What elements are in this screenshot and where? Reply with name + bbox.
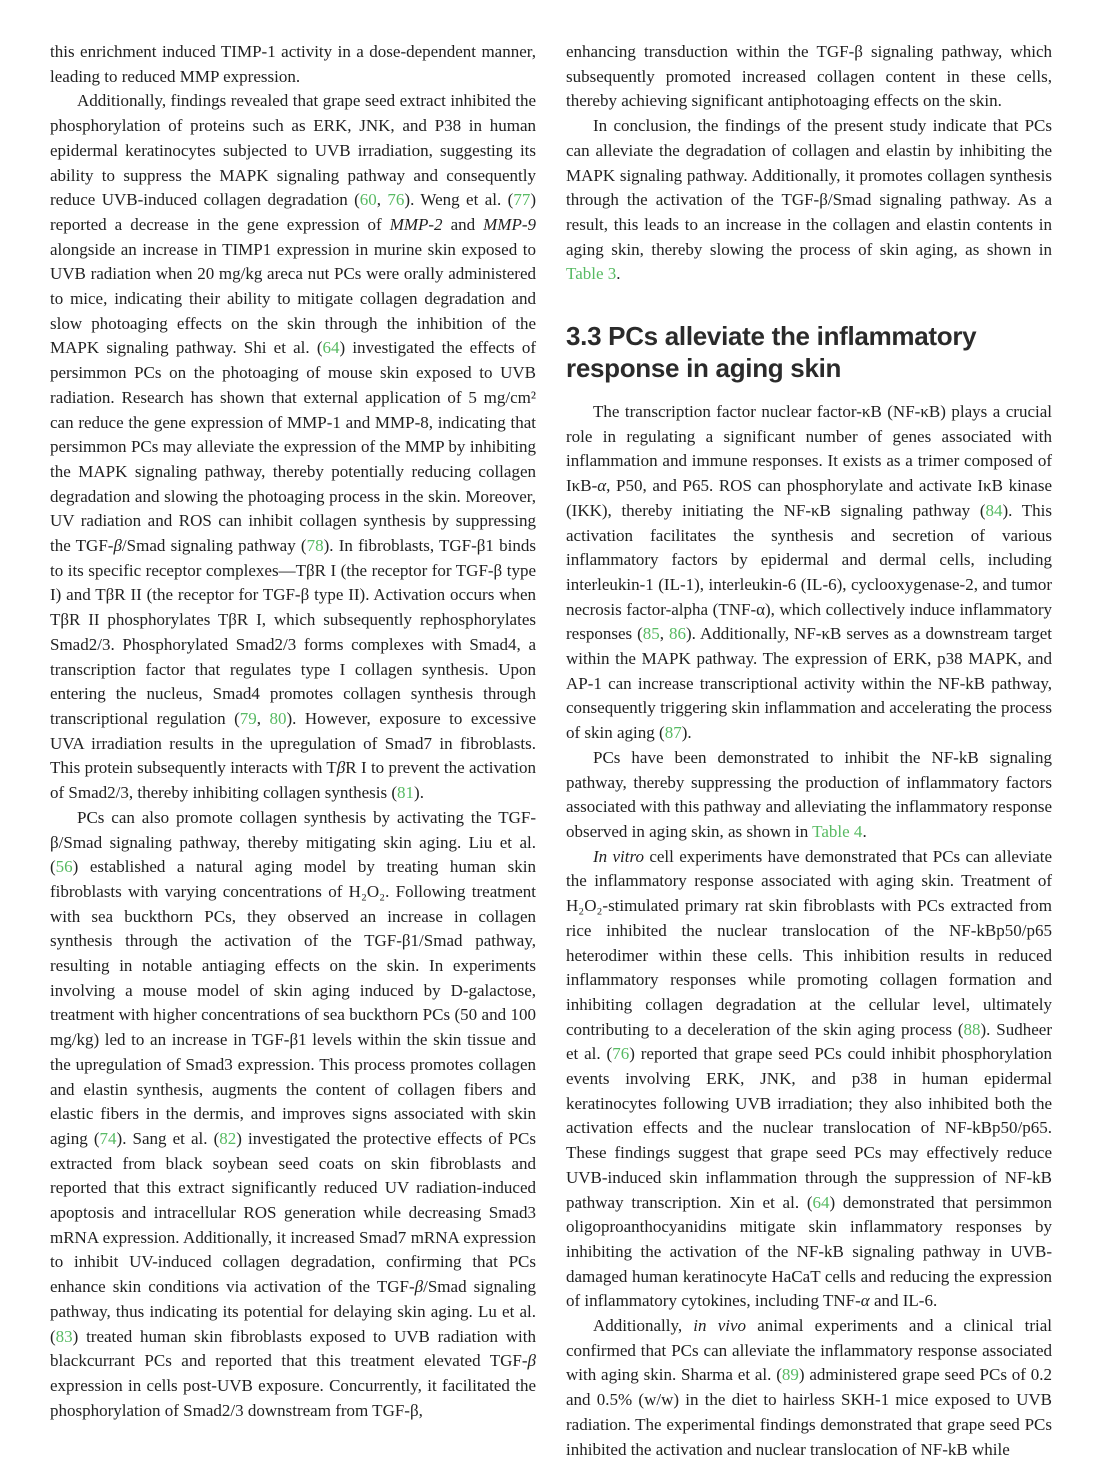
paragraph [50,89,536,805]
italic-text: in vivo [693,1316,747,1336]
text-segment: R I to prevent the activation of Smad2/3, thereby inhibiting collagen synthesis ( [50,758,536,803]
text-segment: and [442,214,484,234]
text-segment: /Smad signaling pathway ( [121,536,307,556]
citation-link[interactable]: 74 [99,1128,117,1148]
citation-link[interactable]: 79 [239,708,257,728]
left-column [50,40,536,1462]
citation-link[interactable]: 86 [669,624,687,644]
citation-link[interactable]: 60 [359,190,377,210]
paragraph [566,746,1052,845]
text-segment: . [862,821,867,841]
citation-link[interactable]: 87 [664,723,682,743]
citation-link[interactable]: 64 [812,1192,830,1212]
text-segment: ) treated human skin fibroblasts exposed to UVB radiation with blackcurrant PCs and reported that this treatment elevated TGF- [50,1326,536,1371]
text-segment: ). [681,723,692,743]
text-segment: PCs have been demonstrated to inhibit the NF-kB signaling pathway, thereby suppressing the production of inflammatory factors associated with this pathway and alleviating the inflammatory response observed in aging skin, as shown in [566,747,1052,841]
right-column [566,40,1052,1462]
citation-link[interactable]: 78 [306,536,324,556]
italic-text: β [527,1351,536,1371]
citation-link[interactable]: 56 [55,857,73,877]
text-segment: alongside an increase in TIMP1 expression in murine skin exposed to UVB radiation when 20 mg/kg areca nut PCs were orally administered to mice, indicating their ability to mitigate collagen degradation and slow photoaging effects on the skin through the inhibition of the MAPK signaling pathway. Shi et al. ( [50,239,536,358]
text-segment: cell experiments have demonstrated that PCs can alleviate the inflammatory response associated with aging skin. Treatment of H₂O₂-stimulated primary rat skin fibroblasts with PCs extracted from rice inhibited the nuclear translocation of the NF-kBp50/p65 heterodimer within these cells. This inhibition results in reduced inflammatory responses while promoting collagen formation and inhibiting collagen degradation at the cellular level, ultimately contributing to a deceleration of the skin aging process ( [566,846,1053,1039]
text-segment: . [616,264,621,284]
text-segment: The transcription factor nuclear factor-κB (NF-κB) plays a crucial role in regulating a significant number of genes associated with inflammation and immune responses. It exists as a trimer composed of IκB- [566,402,1052,496]
italic-text: β [336,758,346,778]
text-segment: ) investigated the effects of persimmon PCs on the photoaging of mouse skin exposed to UVB radiation. Research has shown that external application of 5 mg/cm² can reduce the gene expression of MMP-1 and MMP-8, indicating that persimmon PCs may alleviate the expression of the MMP by inhibiting the MAPK signaling pathway, thereby potentially reducing collagen degradation and slowing the photoaging process in the skin. Moreover, UV radiation and ROS can inhibit collagen synthesis by suppressing the TGF- [50,338,536,556]
italic-text: β [414,1277,424,1297]
citation-link[interactable]: 82 [219,1128,237,1148]
citation-link[interactable]: 89 [781,1365,799,1385]
paragraph [566,400,1052,746]
text-segment: and IL-6. [869,1291,938,1311]
citation-link[interactable]: 81 [397,783,415,803]
citation-link[interactable]: 64 [322,338,340,358]
italic-text: MMP-2 [389,214,443,234]
paragraph [50,40,536,89]
citation-link[interactable]: 76 [612,1044,630,1064]
italic-text: β [113,536,122,556]
citation-link[interactable]: 83 [55,1326,73,1346]
citation-link[interactable]: 80 [269,708,287,728]
paragraph [566,40,1052,114]
citation-link[interactable]: 88 [963,1019,981,1039]
text-segment: , [256,708,270,728]
italic-text: In vitro [593,846,644,866]
citation-link[interactable]: 84 [985,500,1003,520]
citation-link[interactable]: 76 [387,190,405,210]
text-segment: ) demonstrated that persimmon oligoproanthocyanidins mitigate skin inflammatory responses by inhibiting the activation of the NF-kB signaling pathway in UVB-damaged human keratinocyte HaCaT cells and reducing the expression of inflammatory cytokines, including TNF- [566,1192,1052,1311]
text-segment: ). [414,783,424,803]
text-segment: ) administered grape seed PCs of 0.2 and 0.5% (w/w) in the diet to hairless SKH-1 mice exposed to UVB radiation. The experimental findings demonstrated that grape seed PCs inhibited the activation and nuclear translocation of NF-kB while [566,1365,1052,1459]
text-segment: ). This activation facilitates the synthesis and secretion of various inflammatory factors by epidermal and dermal cells, including interleukin-1 (IL-1), interleukin-6 (IL-6), cyclooxygenase-2, and tumor necrosis factor-alpha (TNF-α), which collectively induce inflammatory responses ( [566,500,1052,644]
text-segment: animal experiments and a clinical trial confirmed that PCs can alleviate the inflammatory response associated with aging skin. Sharma et al. ( [566,1316,1052,1385]
text-segment: expression in cells post-UVB exposure. Concurrently, it facilitated the phosphorylation of Smad2/3 downstream from TGF-β, [50,1375,536,1420]
citation-link[interactable]: Table 3 [566,264,617,284]
two-column-layout [50,40,1052,1462]
text-segment: , [659,624,670,644]
text-segment: ). Sang et al. ( [116,1128,220,1148]
text-segment: this enrichment induced TIMP-1 activity in a dose-dependent manner, leading to reduced MMP expression. [50,42,536,86]
text-segment: ). In fibroblasts, TGF-β1 binds to its specific receptor complexes—TβR I (the receptor for TGF-β type I) and TβR II (the receptor for TGF-β type II). Activation occurs when TβR II phosphorylates TβR I, which subsequently rephosphorylates Smad2/3. Phosphorylated Smad2/3 forms complexes with Smad4, a transcription factor that regulates type I collagen synthesis. Upon entering the nucleus, Smad4 promotes collagen synthesis through transcriptional regulation ( [50,536,536,728]
section-heading: 3.3 PCs alleviate the inflammatory response in aging skin [566,321,977,384]
text-segment: Additionally, [593,1316,694,1336]
text-segment: ) investigated the protective effects of PCs extracted from black soybean seed coats on skin fibroblasts and reported that this extract significantly reduced UV radiation-induced apoptosis and intracellular ROS generation while decreasing Smad3 mRNA expression. Additionally, it increased Smad7 mRNA expression to inhibit UV-induced collagen degradation, confirming that PCs enhance skin conditions via activation of the TGF- [50,1128,536,1297]
italic-text: α [597,476,607,496]
text-segment: ) reported that grape seed PCs could inhibit phosphorylation events involving ERK, JNK, and p38 in human epidermal keratinocytes following UVB irradiation; they also inhibited both the activation effects and the nuclear translocation of NF-kBp50/p65. These findings suggest that grape seed PCs may effectively reduce UVB-induced skin inflammation through the suppression of NF-kB pathway transcription. Xin et al. ( [566,1044,1053,1212]
text-segment: In conclusion, the findings of the present study indicate that PCs can alleviate the degradation of collagen and elastin by inhibiting the MAPK signaling pathway. Additionally, it promotes collagen synthesis through the activation of the TGF-β/Smad signaling pathway. As a result, this leads to an increase in the collagen and elastin contents in aging skin, thereby slowing the process of skin aging, as shown in [566,116,1052,259]
paragraph [566,845,1052,1314]
text-segment: /Smad signaling pathway, thus indicating its potential for delaying skin aging. Lu et al. ( [50,1277,536,1346]
italic-text: MMP-9 [483,214,536,234]
paragraph [566,114,1052,287]
text-segment: , P50, and P65. ROS can phosphorylate and activate IκB kinase (IKK), thereby initiating the NF-κB signaling pathway ( [566,476,1052,520]
text-segment: ) reported a decrease in the gene expression of [50,190,536,234]
paragraph [566,1314,1052,1462]
text-segment: Additionally, findings revealed that grape seed extract inhibited the phosphorylation of proteins such as ERK, JNK, and P38 in human epidermal keratinocytes subjected to UVB irradiation, suggesting its ability to suppress the MAPK signaling pathway and consequently reduce UVB-induced collagen degradation ( [50,91,536,210]
italic-text: α [860,1291,870,1311]
citation-link[interactable]: 85 [642,624,660,644]
citation-link[interactable]: Table 4 [812,821,863,841]
paragraph [50,806,536,1424]
text-segment: ). Weng et al. ( [404,190,514,210]
citation-link[interactable]: 77 [513,190,531,210]
text-segment: PCs can also promote collagen synthesis by activating the TGF-β/Smad signaling pathway, thereby mitigating skin aging. Liu et al. ( [50,807,536,877]
text-segment: , [376,190,388,210]
text-segment: ). However, exposure to excessive UVA irradiation results in the upregulation of Smad7 in fibroblasts. This protein subsequently interacts with T [50,708,537,778]
text-segment: ). Sudheer et al. ( [566,1019,1052,1064]
text-segment: enhancing transduction within the TGF-β signaling pathway, which subsequently promoted increased collagen content in these cells, thereby achieving significant antiphotoaging effects on the skin. [566,42,1052,111]
text-segment: ) established a natural aging model by treating human skin fibroblasts with varying concentrations of H₂O₂. Following treatment with sea buckthorn PCs, they observed an increase in collagen synthesis through the activation of the TGF-β1/Smad pathway, resulting in notable antiaging effects on the skin. In experiments involving a mouse model of skin aging induced by D-galactose, treatment with higher concentrations of sea buckthorn PCs (50 and 100 mg/kg) led to an increase in TGF-β1 levels within the skin tissue and the upregulation of Smad3 expression. This process promotes collagen and elastin synthesis, augments the content of collagen fibers and elastic fibers in the dermis, and improves signs associated with skin aging ( [50,857,536,1148]
text-segment: ). Additionally, NF-κB serves as a downstream target within the MAPK pathway. The expression of ERK, p38 MAPK, and AP-1 can increase transcriptional activity within the NF-kB pathway, consequently triggering skin inflammation and accelerating the process of skin aging ( [566,624,1053,743]
